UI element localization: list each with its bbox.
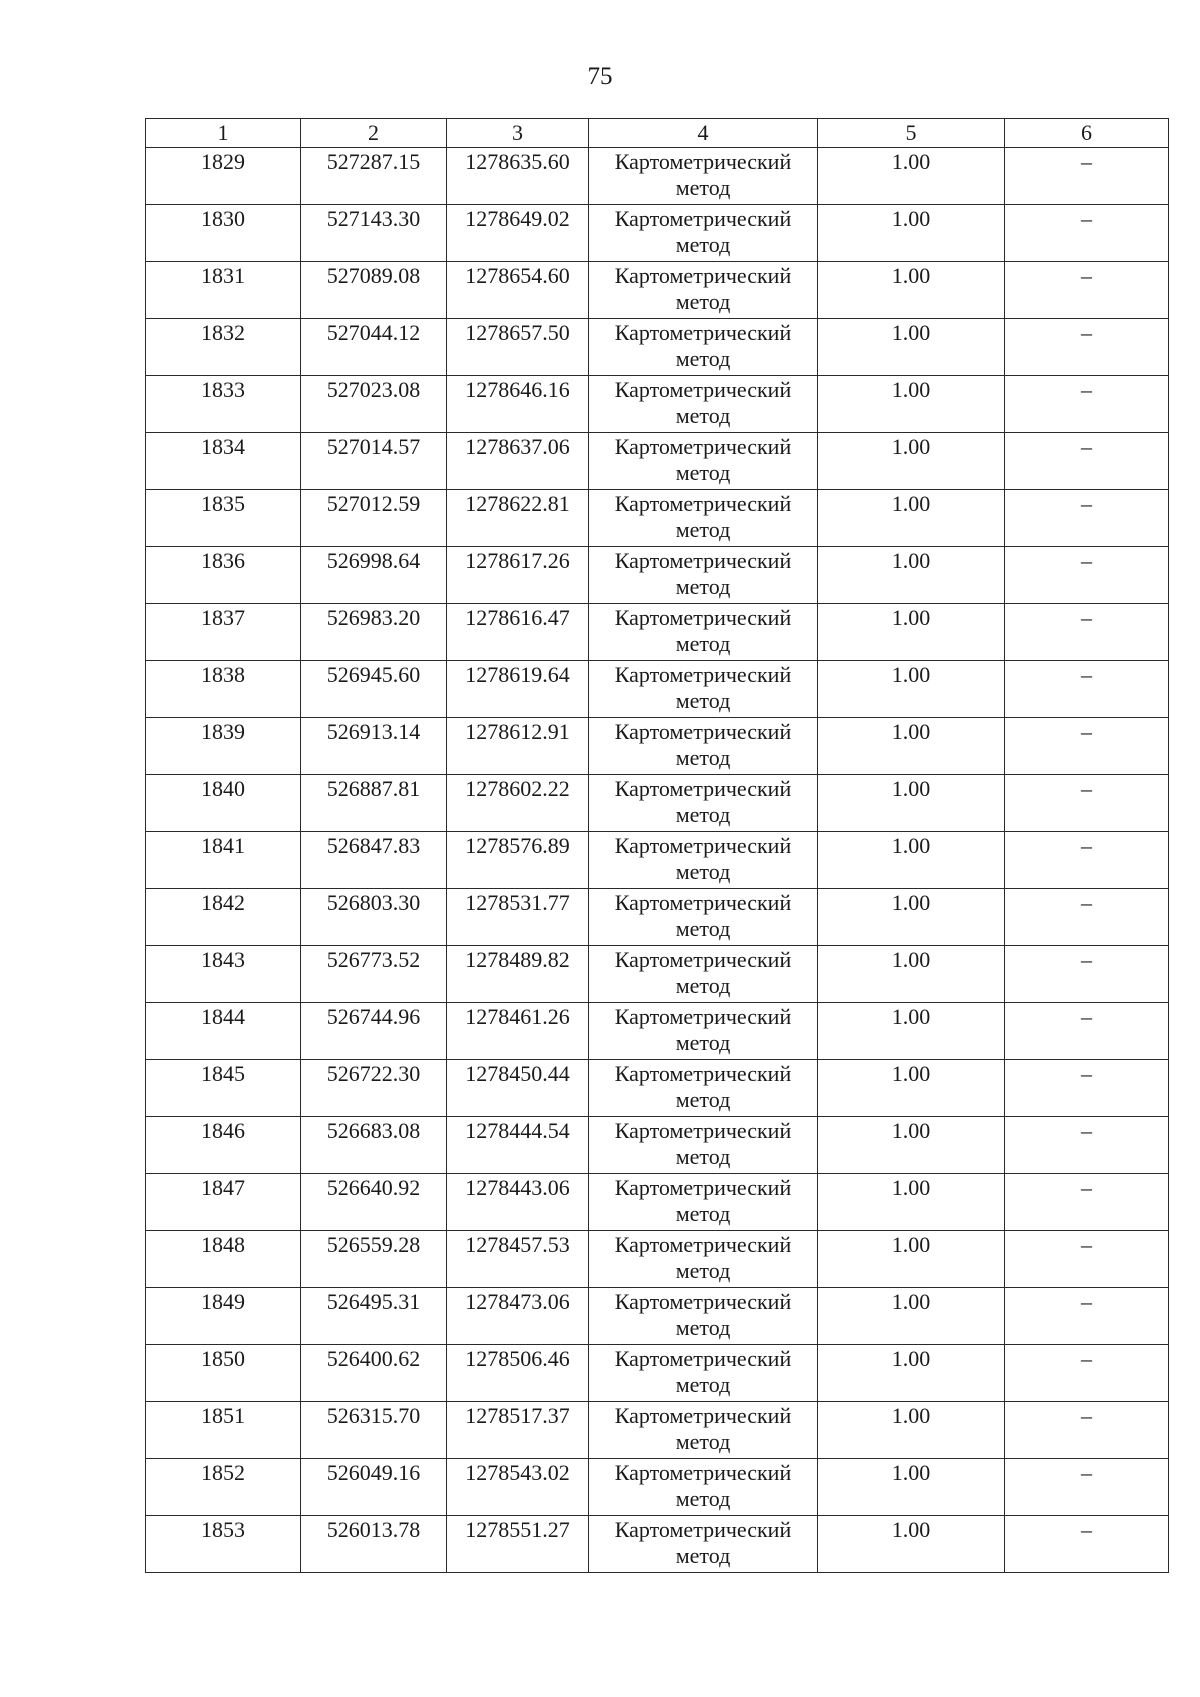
table-row: [146, 1117, 1169, 1174]
method-cell: Картометрический метод: [589, 889, 818, 946]
accuracy-cell: 1.00: [818, 1003, 1005, 1060]
point-number-cell: 1843: [146, 946, 301, 1003]
accuracy-cell: 1.00: [818, 1117, 1005, 1174]
accuracy-cell: 1.00: [818, 1060, 1005, 1117]
point-number-cell: 1837: [146, 604, 301, 661]
accuracy-cell: 1.00: [818, 1402, 1005, 1459]
y-coordinate-cell: 1278517.37: [447, 1402, 589, 1459]
accuracy-cell: 1.00: [818, 433, 1005, 490]
accuracy-cell: 1.00: [818, 262, 1005, 319]
x-coordinate-cell: 526887.81: [301, 775, 447, 832]
description-cell: –: [1005, 376, 1169, 433]
method-cell: Картометрический метод: [589, 376, 818, 433]
x-coordinate-cell: 527287.15: [301, 148, 447, 205]
y-coordinate-cell: 1278646.16: [447, 376, 589, 433]
method-cell: Картометрический метод: [589, 1117, 818, 1174]
x-coordinate-cell: 526983.20: [301, 604, 447, 661]
table-row: [146, 661, 1169, 718]
accuracy-cell: 1.00: [818, 1516, 1005, 1573]
x-coordinate-cell: 526640.92: [301, 1174, 447, 1231]
column-header: 3: [447, 119, 589, 148]
table-row: [146, 490, 1169, 547]
page-number: 75: [587, 63, 613, 90]
table-row: [146, 889, 1169, 946]
x-coordinate-cell: 527089.08: [301, 262, 447, 319]
description-cell: –: [1005, 547, 1169, 604]
y-coordinate-cell: 1278637.06: [447, 433, 589, 490]
table-row: [146, 1345, 1169, 1402]
table-row: [146, 262, 1169, 319]
y-coordinate-cell: 1278543.02: [447, 1459, 589, 1516]
table-row: [146, 148, 1169, 205]
header-row: [146, 119, 1169, 148]
method-cell: Картометрический метод: [589, 205, 818, 262]
point-number-cell: 1839: [146, 718, 301, 775]
accuracy-cell: 1.00: [818, 604, 1005, 661]
description-cell: –: [1005, 889, 1169, 946]
accuracy-cell: 1.00: [818, 490, 1005, 547]
x-coordinate-cell: 526315.70: [301, 1402, 447, 1459]
point-number-cell: 1853: [146, 1516, 301, 1573]
point-number-cell: 1838: [146, 661, 301, 718]
method-cell: Картометрический метод: [589, 148, 818, 205]
column-header: 5: [818, 119, 1005, 148]
description-cell: –: [1005, 1117, 1169, 1174]
table-row: [146, 205, 1169, 262]
column-header: 2: [301, 119, 447, 148]
point-number-cell: 1842: [146, 889, 301, 946]
accuracy-cell: 1.00: [818, 832, 1005, 889]
x-coordinate-cell: 526773.52: [301, 946, 447, 1003]
table-row: [146, 1060, 1169, 1117]
description-cell: –: [1005, 205, 1169, 262]
method-cell: Картометрический метод: [589, 1402, 818, 1459]
point-number-cell: 1840: [146, 775, 301, 832]
accuracy-cell: 1.00: [818, 889, 1005, 946]
point-number-cell: 1844: [146, 1003, 301, 1060]
accuracy-cell: 1.00: [818, 1288, 1005, 1345]
x-coordinate-cell: 526913.14: [301, 718, 447, 775]
y-coordinate-cell: 1278649.02: [447, 205, 589, 262]
column-header: 4: [589, 119, 818, 148]
description-cell: –: [1005, 1516, 1169, 1573]
description-cell: –: [1005, 1231, 1169, 1288]
point-number-cell: 1849: [146, 1288, 301, 1345]
point-number-cell: 1831: [146, 262, 301, 319]
table-row: [146, 1003, 1169, 1060]
description-cell: –: [1005, 1402, 1169, 1459]
y-coordinate-cell: 1278602.22: [447, 775, 589, 832]
x-coordinate-cell: 527023.08: [301, 376, 447, 433]
x-coordinate-cell: 526013.78: [301, 1516, 447, 1573]
description-cell: –: [1005, 775, 1169, 832]
point-number-cell: 1845: [146, 1060, 301, 1117]
x-coordinate-cell: 526683.08: [301, 1117, 447, 1174]
table-row: [146, 604, 1169, 661]
x-coordinate-cell: 526495.31: [301, 1288, 447, 1345]
x-coordinate-cell: 526744.96: [301, 1003, 447, 1060]
point-number-cell: 1846: [146, 1117, 301, 1174]
method-cell: Картометрический метод: [589, 946, 818, 1003]
accuracy-cell: 1.00: [818, 205, 1005, 262]
x-coordinate-cell: 526998.64: [301, 547, 447, 604]
accuracy-cell: 1.00: [818, 1459, 1005, 1516]
method-cell: Картометрический метод: [589, 661, 818, 718]
point-number-cell: 1833: [146, 376, 301, 433]
description-cell: –: [1005, 718, 1169, 775]
y-coordinate-cell: 1278489.82: [447, 946, 589, 1003]
accuracy-cell: 1.00: [818, 775, 1005, 832]
table-row: [146, 1516, 1169, 1573]
x-coordinate-cell: 527014.57: [301, 433, 447, 490]
accuracy-cell: 1.00: [818, 319, 1005, 376]
description-cell: –: [1005, 604, 1169, 661]
y-coordinate-cell: 1278576.89: [447, 832, 589, 889]
method-cell: Картометрический метод: [589, 1345, 818, 1402]
table-row: [146, 946, 1169, 1003]
table-row: [146, 376, 1169, 433]
description-cell: –: [1005, 490, 1169, 547]
table-row: [146, 775, 1169, 832]
x-coordinate-cell: 526559.28: [301, 1231, 447, 1288]
point-number-cell: 1848: [146, 1231, 301, 1288]
x-coordinate-cell: 526847.83: [301, 832, 447, 889]
method-cell: Картометрический метод: [589, 604, 818, 661]
y-coordinate-cell: 1278457.53: [447, 1231, 589, 1288]
x-coordinate-cell: 527044.12: [301, 319, 447, 376]
point-number-cell: 1841: [146, 832, 301, 889]
point-number-cell: 1832: [146, 319, 301, 376]
y-coordinate-cell: 1278612.91: [447, 718, 589, 775]
y-coordinate-cell: 1278657.50: [447, 319, 589, 376]
description-cell: –: [1005, 832, 1169, 889]
y-coordinate-cell: 1278619.64: [447, 661, 589, 718]
point-number-cell: 1835: [146, 490, 301, 547]
point-number-cell: 1847: [146, 1174, 301, 1231]
accuracy-cell: 1.00: [818, 547, 1005, 604]
description-cell: –: [1005, 1003, 1169, 1060]
accuracy-cell: 1.00: [818, 661, 1005, 718]
point-number-cell: 1830: [146, 205, 301, 262]
x-coordinate-cell: 526722.30: [301, 1060, 447, 1117]
y-coordinate-cell: 1278531.77: [447, 889, 589, 946]
table-row: [146, 319, 1169, 376]
description-cell: –: [1005, 1060, 1169, 1117]
x-coordinate-cell: 526400.62: [301, 1345, 447, 1402]
y-coordinate-cell: 1278622.81: [447, 490, 589, 547]
x-coordinate-cell: 526049.16: [301, 1459, 447, 1516]
accuracy-cell: 1.00: [818, 946, 1005, 1003]
x-coordinate-cell: 526803.30: [301, 889, 447, 946]
method-cell: Картометрический метод: [589, 1003, 818, 1060]
point-number-cell: 1836: [146, 547, 301, 604]
y-coordinate-cell: 1278450.44: [447, 1060, 589, 1117]
coordinates-table: [145, 118, 1169, 1573]
description-cell: –: [1005, 148, 1169, 205]
description-cell: –: [1005, 433, 1169, 490]
method-cell: Картометрический метод: [589, 1516, 818, 1573]
y-coordinate-cell: 1278635.60: [447, 148, 589, 205]
table-row: [146, 832, 1169, 889]
y-coordinate-cell: 1278461.26: [447, 1003, 589, 1060]
description-cell: –: [1005, 1288, 1169, 1345]
point-number-cell: 1834: [146, 433, 301, 490]
x-coordinate-cell: 527143.30: [301, 205, 447, 262]
accuracy-cell: 1.00: [818, 718, 1005, 775]
method-cell: Картометрический метод: [589, 319, 818, 376]
y-coordinate-cell: 1278506.46: [447, 1345, 589, 1402]
method-cell: Картометрический метод: [589, 547, 818, 604]
description-cell: –: [1005, 1459, 1169, 1516]
y-coordinate-cell: 1278444.54: [447, 1117, 589, 1174]
description-cell: –: [1005, 946, 1169, 1003]
column-header: 1: [146, 119, 301, 148]
table-header: [146, 119, 1169, 148]
method-cell: Картометрический метод: [589, 433, 818, 490]
table-row: [146, 1288, 1169, 1345]
x-coordinate-cell: 527012.59: [301, 490, 447, 547]
table-body: [146, 148, 1169, 1573]
y-coordinate-cell: 1278616.47: [447, 604, 589, 661]
table-row: [146, 433, 1169, 490]
method-cell: Картометрический метод: [589, 1231, 818, 1288]
method-cell: Картометрический метод: [589, 775, 818, 832]
accuracy-cell: 1.00: [818, 1345, 1005, 1402]
accuracy-cell: 1.00: [818, 1174, 1005, 1231]
method-cell: Картометрический метод: [589, 490, 818, 547]
y-coordinate-cell: 1278551.27: [447, 1516, 589, 1573]
y-coordinate-cell: 1278443.06: [447, 1174, 589, 1231]
description-cell: –: [1005, 319, 1169, 376]
point-number-cell: 1829: [146, 148, 301, 205]
method-cell: Картометрический метод: [589, 1288, 818, 1345]
table-row: [146, 1174, 1169, 1231]
point-number-cell: 1851: [146, 1402, 301, 1459]
method-cell: Картометрический метод: [589, 832, 818, 889]
description-cell: –: [1005, 661, 1169, 718]
y-coordinate-cell: 1278617.26: [447, 547, 589, 604]
accuracy-cell: 1.00: [818, 148, 1005, 205]
method-cell: Картометрический метод: [589, 1174, 818, 1231]
method-cell: Картометрический метод: [589, 718, 818, 775]
point-number-cell: 1852: [146, 1459, 301, 1516]
x-coordinate-cell: 526945.60: [301, 661, 447, 718]
accuracy-cell: 1.00: [818, 376, 1005, 433]
table-row: [146, 718, 1169, 775]
description-cell: –: [1005, 262, 1169, 319]
accuracy-cell: 1.00: [818, 1231, 1005, 1288]
y-coordinate-cell: 1278473.06: [447, 1288, 589, 1345]
method-cell: Картометрический метод: [589, 262, 818, 319]
table-row: [146, 547, 1169, 604]
method-cell: Картометрический метод: [589, 1459, 818, 1516]
description-cell: –: [1005, 1345, 1169, 1402]
method-cell: Картометрический метод: [589, 1060, 818, 1117]
description-cell: –: [1005, 1174, 1169, 1231]
y-coordinate-cell: 1278654.60: [447, 262, 589, 319]
column-header: 6: [1005, 119, 1169, 148]
table-row: [146, 1402, 1169, 1459]
table-row: [146, 1459, 1169, 1516]
point-number-cell: 1850: [146, 1345, 301, 1402]
table-row: [146, 1231, 1169, 1288]
